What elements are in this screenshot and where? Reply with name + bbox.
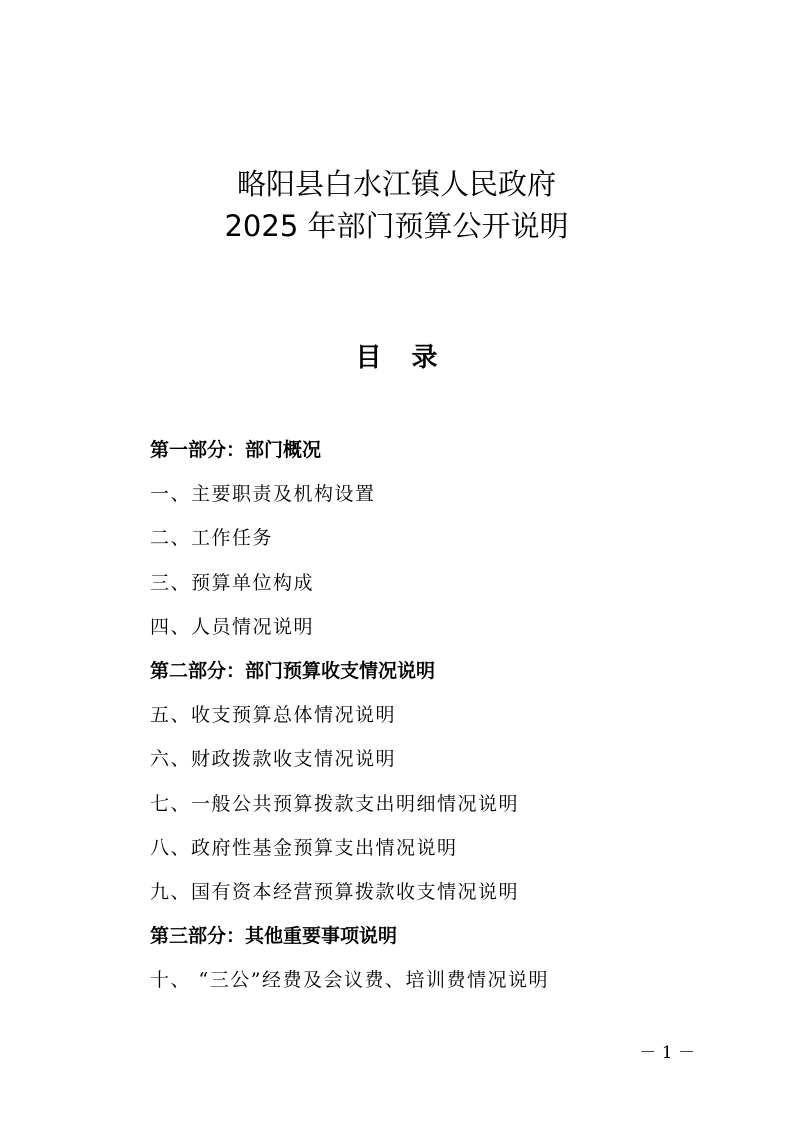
toc-heading: 目录 (355, 343, 468, 373)
toc-entry-4: 四、人员情况说明 (150, 615, 315, 638)
toc-part-3: 第三部分：其他重要事项说明 (150, 925, 398, 948)
toc-entry-2: 二、工作任务 (150, 527, 274, 550)
toc-entry-8: 八、政府性基金预算支出情况说明 (150, 836, 458, 859)
toc-part-2: 第二部分：部门预算收支情况说明 (150, 659, 436, 682)
toc-entry-1: 一、主要职责及机构设置 (150, 483, 376, 506)
toc-entry-7: 七、一般公共预算拨款支出明细情况说明 (150, 792, 520, 815)
table-of-contents (150, 432, 750, 1006)
toc-entry-3: 三、预算单位构成 (150, 571, 315, 594)
toc-entry-5: 五、收支预算总体情况说明 (150, 704, 397, 727)
toc-part-1: 第一部分：部门概况 (150, 439, 322, 461)
page-number: － 1 － (639, 1043, 695, 1063)
document-title-line1: 略阳县白水江镇人民政府 (236, 167, 556, 201)
toc-entry-10: 十、 “三公”经费及会议费、培训费情况说明 (150, 969, 549, 992)
document-title-line2: 2025 年部门预算公开说明 (224, 209, 569, 243)
toc-entry-9: 九、国有资本经营预算拨款收支情况说明 (150, 880, 520, 903)
toc-entry-6: 六、财政拨款收支情况说明 (150, 748, 397, 771)
